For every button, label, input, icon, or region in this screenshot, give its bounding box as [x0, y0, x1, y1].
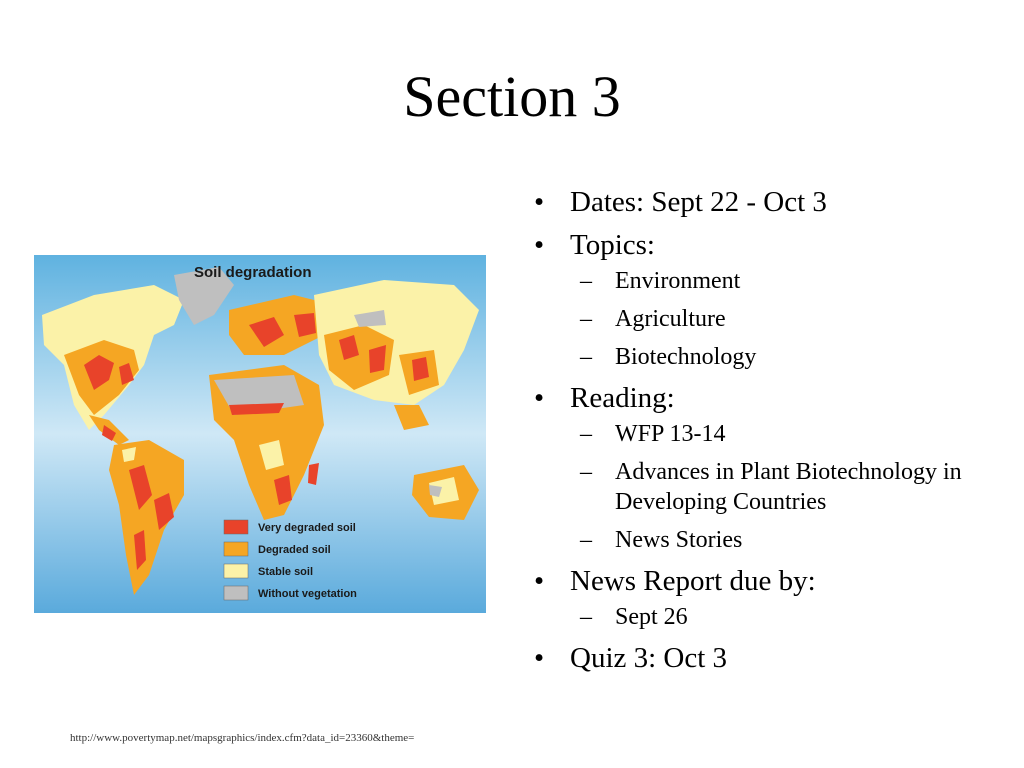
- source-url: http://www.povertymap.net/mapsgraphics/index.cfm?data_id=23360&theme=: [70, 732, 415, 744]
- sub-bullet-marker: –: [580, 459, 592, 485]
- bullet-item: [530, 381, 1010, 555]
- slide-title: Section 3: [403, 64, 621, 129]
- bullet-item: [530, 641, 1010, 675]
- bullet-text: Topics:: [570, 229, 655, 261]
- sub-bullet-text: Agriculture: [615, 306, 726, 332]
- map-title: Soil degradation: [194, 264, 312, 281]
- sub-bullet-item: [570, 304, 1010, 334]
- sub-bullet-text: News Stories: [615, 527, 743, 553]
- bullet-item: [530, 564, 1010, 632]
- legend-swatch: [224, 564, 248, 578]
- world-map-graphic: [34, 255, 486, 613]
- sub-bullet-item: [570, 266, 1010, 296]
- sub-bullet-text: Biotechnology: [615, 344, 757, 370]
- legend-label: Very degraded soil: [258, 522, 356, 534]
- sub-bullet-marker: –: [580, 604, 592, 630]
- sub-bullet-text: WFP 13-14: [615, 421, 726, 447]
- legend-label: Degraded soil: [258, 544, 331, 556]
- sub-bullet-text: Environment: [615, 268, 741, 294]
- soil-degradation-map: [34, 255, 486, 613]
- bullet-text: Dates: Sept 22 - Oct 3: [570, 186, 827, 218]
- sub-bullet-marker: –: [580, 344, 592, 370]
- sub-bullet-list: [570, 419, 1010, 555]
- bullet-item: [530, 185, 1010, 219]
- sub-bullet-marker: –: [580, 306, 592, 332]
- sub-bullet-item: [570, 342, 1010, 372]
- legend-label: Without vegetation: [258, 588, 357, 600]
- legend-label: Stable soil: [258, 566, 314, 578]
- sub-bullet-list: [570, 266, 1010, 372]
- sub-bullet-marker: –: [580, 527, 592, 553]
- sub-bullet-item: [570, 457, 1010, 517]
- bullet-text: News Report due by:: [570, 565, 816, 597]
- sub-bullet-item: [570, 525, 1010, 555]
- sub-bullet-item: [570, 419, 1010, 449]
- sub-bullet-item: [570, 602, 1010, 632]
- sub-bullet-marker: –: [580, 268, 592, 294]
- legend-swatch: [224, 586, 248, 600]
- bullet-text: Quiz 3: Oct 3: [570, 642, 728, 674]
- sub-bullet-marker: –: [580, 421, 592, 447]
- sub-bullet-text: Sept 26: [615, 604, 688, 630]
- bullet-item: [530, 228, 1010, 372]
- bullet-list: [530, 185, 1010, 684]
- bullet-text: Reading:: [570, 382, 675, 414]
- legend-swatch: [224, 520, 248, 534]
- sub-bullet-list: [570, 602, 1010, 632]
- sub-bullet-text: Advances in Plant Biotechnology in Developing Countries: [615, 459, 962, 515]
- legend-swatch: [224, 542, 248, 556]
